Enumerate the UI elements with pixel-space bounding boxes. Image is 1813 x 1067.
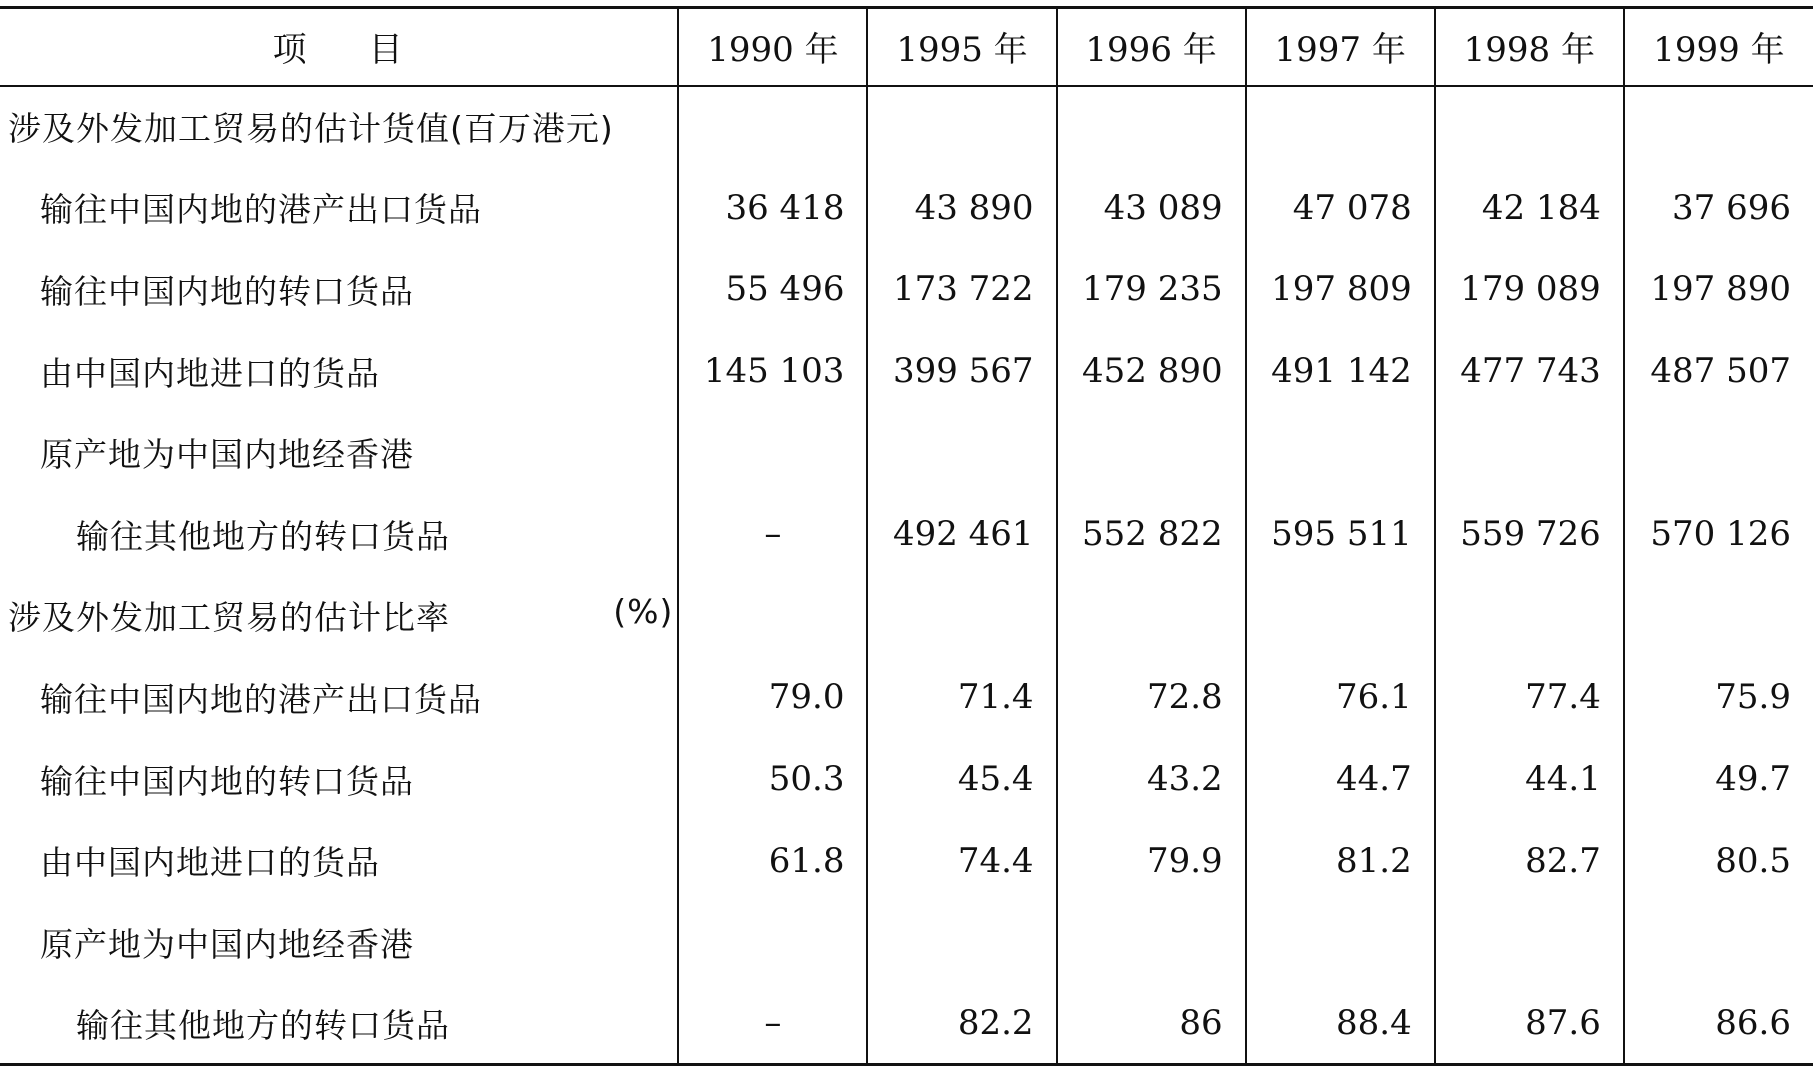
section-unit: (%): [613, 592, 674, 632]
row-label: 输往中国内地的转口货品: [40, 271, 414, 311]
value-cell: 75.9: [1624, 657, 1813, 739]
table-row: [0, 820, 1813, 902]
value-cell: 452 890: [1057, 330, 1246, 412]
row-label: 输往其他地方的转口货品: [0, 983, 678, 1065]
value-cell: 197 809: [1246, 249, 1435, 331]
value-cell: 492 461: [867, 493, 1056, 575]
value-cell: 88.4: [1246, 983, 1435, 1065]
value-cell: 399 567: [867, 330, 1056, 412]
value-cell: 477 743: [1435, 330, 1624, 412]
value-cell: –: [678, 983, 867, 1065]
row-label: 原产地为中国内地经香港: [40, 435, 414, 475]
row-label: 原产地为中国内地经香港: [40, 924, 414, 964]
value-cell: 197 890: [1624, 249, 1813, 331]
value-cell: 173 722: [867, 249, 1056, 331]
table-row: [0, 657, 1813, 739]
value-cell: 87.6: [1435, 983, 1624, 1065]
value-cell: 77.4: [1435, 657, 1624, 739]
value-cell: –: [678, 493, 867, 575]
value-cell: 72.8: [1057, 657, 1246, 739]
value-cell: 44.1: [1435, 738, 1624, 820]
value-cell: 491 142: [1246, 330, 1435, 412]
row-label: 由中国内地进口的货品: [40, 843, 380, 883]
header-year: 1999 年: [1624, 8, 1813, 86]
value-cell: 86: [1057, 983, 1246, 1065]
value-cell: 552 822: [1057, 493, 1246, 575]
section-row: [0, 575, 1813, 657]
section-title: 涉及外发加工贸易的估计比率: [8, 598, 450, 638]
value-cell: 82.7: [1435, 820, 1624, 902]
value-cell: 487 507: [1624, 330, 1813, 412]
value-cell: 82.2: [867, 983, 1056, 1065]
section-title-cell: [0, 86, 678, 168]
value-cell: 595 511: [1246, 493, 1435, 575]
value-cell: 79.0: [678, 657, 867, 739]
value-cell: 559 726: [1435, 493, 1624, 575]
value-cell: 44.7: [1246, 738, 1435, 820]
value-cell: 570 126: [1624, 493, 1813, 575]
header-year: 1997 年: [1246, 8, 1435, 86]
value-cell: 179 235: [1057, 249, 1246, 331]
value-cell: 50.3: [678, 738, 867, 820]
row-label: 输往中国内地的港产出口货品: [40, 190, 482, 230]
value-cell: 74.4: [867, 820, 1056, 902]
header-item-label-2: 目: [368, 30, 405, 71]
value-cell: 81.2: [1246, 820, 1435, 902]
section-row: [0, 86, 1813, 168]
row-label: 由中国内地进口的货品: [40, 353, 380, 393]
header-year: 1996 年: [1057, 8, 1246, 86]
table-row: [0, 412, 1813, 494]
value-cell: 61.8: [678, 820, 867, 902]
row-label: 输往中国内地的港产出口货品: [40, 679, 482, 719]
header-row: [0, 8, 1813, 86]
table-row: [0, 493, 1813, 575]
header-year: 1998 年: [1435, 8, 1624, 86]
trade-statistics-table: [0, 6, 1813, 1066]
value-cell: 80.5: [1624, 820, 1813, 902]
header-year: 1995 年: [867, 8, 1056, 86]
value-cell: 179 089: [1435, 249, 1624, 331]
value-cell: 55 496: [678, 249, 867, 331]
value-cell: 37 696: [1624, 167, 1813, 249]
section-title: 涉及外发加工贸易的估计货值(百万港元): [8, 109, 614, 149]
value-cell: 76.1: [1246, 657, 1435, 739]
table-row: [0, 249, 1813, 331]
table-row: [0, 738, 1813, 820]
value-cell: 42 184: [1435, 167, 1624, 249]
header-item-column: [0, 8, 678, 86]
value-cell: 43 089: [1057, 167, 1246, 249]
table-row: [0, 167, 1813, 249]
value-cell: 79.9: [1057, 820, 1246, 902]
value-cell: 36 418: [678, 167, 867, 249]
value-cell: 49.7: [1624, 738, 1813, 820]
row-label: 输往其他地方的转口货品: [76, 516, 450, 556]
section-title-cell: [0, 575, 678, 657]
table-row: [0, 901, 1813, 983]
value-cell: 47 078: [1246, 167, 1435, 249]
value-cell: 145 103: [678, 330, 867, 412]
table-row: [0, 983, 1813, 1065]
value-cell: 71.4: [867, 657, 1056, 739]
value-cell: 45.4: [867, 738, 1056, 820]
header-year: 1990 年: [678, 8, 867, 86]
value-cell: 86.6: [1624, 983, 1813, 1065]
row-label: 输往中国内地的转口货品: [40, 761, 414, 801]
value-cell: 43.2: [1057, 738, 1246, 820]
value-cell: 43 890: [867, 167, 1056, 249]
table-row: [0, 330, 1813, 412]
header-item-label: 项: [272, 30, 309, 71]
